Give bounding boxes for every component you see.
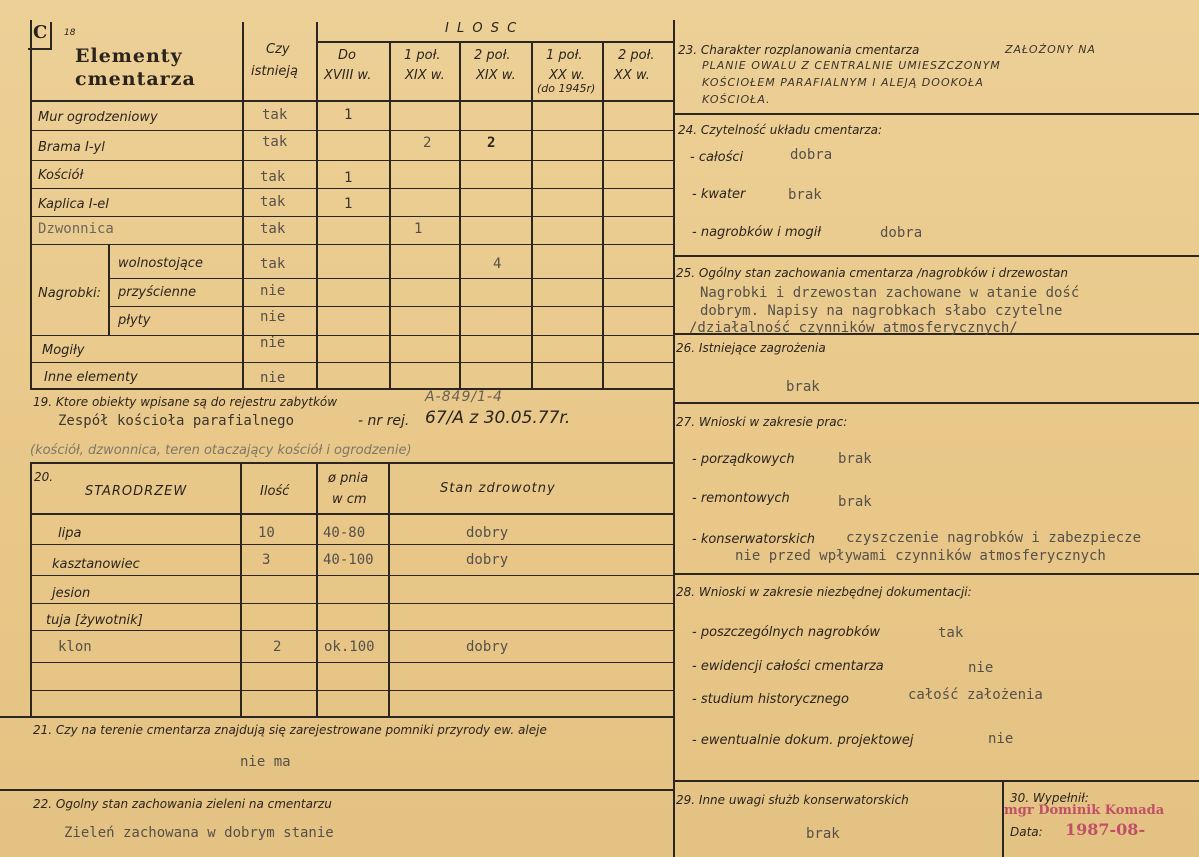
q20-col-header: Stan zdrowotny: [440, 481, 556, 496]
q30-label: 30. Wypełnił:: [1010, 791, 1089, 805]
divider: [240, 462, 242, 718]
divider: [30, 388, 673, 390]
divider: [389, 42, 391, 388]
date-label: Data:: [1010, 825, 1043, 839]
tree-state: dobry: [466, 525, 509, 541]
tree-count: 3: [262, 552, 271, 568]
nagrobki-exists: nie: [260, 309, 286, 325]
divider: [108, 278, 673, 279]
q23-answer-3: KOŚCIOŁEM PARAFIALNYM I ALEJĄ DOOKOŁA: [702, 76, 984, 89]
q25-line: Nagrobki i drzewostan zachowane w atanie dość: [700, 285, 1080, 301]
col-header: (do 1945r): [537, 82, 596, 95]
q19-nr-rej-label: - nr rej.: [358, 413, 410, 429]
tree-count: 2: [273, 639, 282, 655]
element-count: 2: [423, 135, 432, 151]
q28-item-value: nie: [968, 660, 994, 676]
tree-name: klon: [58, 639, 92, 655]
nagrobki-label: Nagrobki:: [38, 286, 102, 301]
q24-item-label: - kwater: [692, 187, 746, 202]
divider: [30, 130, 673, 131]
ilosc-header: I L O S C: [445, 21, 519, 36]
q29-label: 29. Inne uwagi służb konserwatorskich: [676, 793, 909, 807]
element-label: Mur ogrodzeniowy: [38, 110, 158, 125]
divider: [30, 513, 673, 515]
q21-label: 21. Czy na terenie cmentarza znajdują się zarejestrowane pomniki przyrody ew. aleje: [33, 723, 547, 737]
q23-answer-4: KOŚCIOŁA.: [702, 93, 771, 106]
q24-item-value: brak: [788, 187, 822, 203]
q27-item-label: - remontowych: [692, 491, 790, 506]
q20-col-header: STARODRZEW: [85, 484, 188, 499]
nagrobki-row-label: przyścienne: [118, 285, 197, 300]
q22-answer: Zieleń zachowana w dobrym stanie: [64, 825, 334, 841]
inne-label: Inne elementy: [44, 370, 138, 385]
tree-count: 10: [258, 525, 275, 541]
element-exists: tak: [260, 194, 286, 210]
tree-name: lipa: [58, 526, 82, 541]
element-label: Brama I-yl: [38, 140, 105, 155]
q28-item-label: - poszczególnych nagrobków: [692, 625, 880, 640]
q27-item-value-cont: nie przed wpływami czynników atmosferycznych: [735, 548, 1106, 564]
divider: [673, 113, 1199, 115]
q25-label: 25. Ogólny stan zachowania cmentarza /nagrobków i drzewostan: [676, 266, 1068, 280]
element-exists: tak: [260, 221, 286, 237]
divider: [30, 20, 32, 388]
q21-answer: nie ma: [240, 754, 291, 770]
divider: [30, 544, 673, 545]
q23-answer-2: PLANIE OWALU Z CENTRALNIE UMIESZCZONYM: [702, 59, 1001, 72]
col-header: XVIII w.: [324, 68, 372, 83]
q24-item-label: - całości: [690, 150, 744, 165]
q26-answer: brak: [786, 379, 820, 395]
divider: [108, 306, 673, 307]
tree-name: jesion: [52, 586, 91, 601]
divider: [30, 462, 673, 464]
col-header: XX w.: [614, 68, 650, 83]
col-header: XX w.: [549, 68, 585, 83]
q20-col-header: ø pnia: [328, 471, 369, 486]
tree-diam: 40-100: [323, 552, 374, 568]
czy-header-1: Czy: [266, 42, 290, 57]
czy-header-2: istnieją: [251, 64, 298, 79]
element-count: 1: [344, 196, 353, 212]
title-line2: cmentarza: [75, 68, 196, 90]
divider: [30, 690, 673, 691]
divider: [0, 789, 673, 791]
q22-label: 22. Ogolny stan zachowania zieleni na cmentarzu: [33, 797, 332, 811]
q20-col-header: Ilość: [260, 484, 290, 499]
element-count: 1: [344, 170, 353, 186]
divider: [30, 662, 673, 663]
divider: [108, 244, 110, 336]
element-count: 1: [414, 221, 423, 237]
col-header: 2 poł.: [618, 48, 655, 63]
title-line1: Elementy: [75, 45, 183, 67]
divider: [673, 20, 675, 857]
q24-item-label: - nagrobków i mogił: [692, 225, 822, 240]
q19-label: 19. Ktore obiekty wpisane są do rejestru zabytków: [33, 395, 338, 409]
q23-answer-1: ZAŁOŻONY NA: [1005, 43, 1096, 56]
divider: [30, 575, 673, 576]
q27-item-label: - porządkowych: [692, 452, 795, 467]
divider: [602, 42, 604, 388]
q28-item-label: - ewidencji całości cmentarza: [692, 659, 884, 674]
col-header: XIX w.: [476, 68, 516, 83]
divider: [30, 603, 673, 604]
nagrobki-exists: nie: [260, 283, 286, 299]
q26-label: 26. Istniejące zagrożenia: [676, 341, 826, 355]
divider: [30, 362, 673, 363]
c-letter: C: [33, 22, 48, 43]
divider: [673, 402, 1199, 404]
divider: [30, 630, 673, 631]
q19-line3: (kościół, dzwonnica, teren otaczający kościół i ogrodzenie): [30, 443, 412, 458]
nagrobki-count: 4: [493, 256, 502, 272]
q27-item-value: brak: [838, 451, 872, 467]
q28-item-label: - ewentualnie dokum. projektowej: [692, 733, 914, 748]
divider: [242, 22, 244, 388]
tree-diam: 40-80: [323, 525, 366, 541]
element-label: Kaplica I-el: [38, 197, 109, 212]
divider: [316, 462, 318, 718]
element-exists: tak: [260, 169, 286, 185]
q27-label: 27. Wnioski w zakresie prac:: [676, 415, 848, 429]
tree-diam: ok.100: [324, 639, 375, 655]
divider: [673, 780, 1199, 782]
divider: [0, 716, 673, 718]
q27-item-label: - konserwatorskich: [692, 532, 815, 547]
element-count: 1: [344, 107, 353, 123]
nagrobki-row-label: wolnostojące: [118, 256, 203, 271]
divider: [1002, 780, 1004, 857]
element-label: Kościół: [38, 168, 84, 183]
date-stamp: 1987-08-: [1065, 820, 1146, 839]
divider: [316, 41, 673, 43]
element-exists: tak: [262, 107, 288, 123]
divider: [673, 573, 1199, 575]
col-header: XIX w.: [405, 68, 445, 83]
divider: [531, 42, 533, 388]
col-header: 1 poł.: [546, 48, 583, 63]
divider: [30, 216, 673, 217]
q23-label: 23. Charakter rozplanowania cmentarza: [678, 43, 920, 57]
col-header: 1 poł.: [404, 48, 441, 63]
inne-exists: nie: [260, 370, 286, 386]
divider: [30, 335, 673, 336]
mogily-exists: nie: [260, 335, 286, 351]
col-header: 2 poł.: [474, 48, 511, 63]
nagrobki-row-label: płyty: [118, 313, 151, 328]
q28-item-value: tak: [938, 625, 964, 641]
divider: [30, 100, 673, 102]
divider: [30, 244, 673, 245]
divider: [459, 42, 461, 388]
tree-name: kasztanowiec: [52, 557, 140, 572]
divider: [316, 22, 318, 388]
tree-state: dobry: [466, 639, 509, 655]
divider: [673, 255, 1199, 257]
divider: [30, 160, 673, 161]
nagrobki-exists: tak: [260, 256, 286, 272]
divider: [388, 462, 390, 718]
tree-state: dobry: [466, 552, 509, 568]
q24-item-value: dobra: [790, 147, 833, 163]
tree-name: tuja [żywotnik]: [46, 613, 143, 628]
q27-item-value: brak: [838, 494, 872, 510]
filled-by-stamp: mgr Dominik Komada: [1004, 803, 1165, 818]
element-label: Dzwonnica: [38, 221, 114, 237]
element-count: 2: [487, 135, 496, 151]
q28-item-value: całość założenia: [908, 687, 1043, 703]
q28-label: 28. Wnioski w zakresie niezbędnej dokumentacji:: [676, 585, 972, 599]
q19-line2: Zespół kościoła parafialnego: [58, 413, 295, 429]
q25-line: /działalność czynników atmosferycznych/: [689, 320, 1018, 336]
q29-answer: brak: [806, 826, 840, 842]
divider: [30, 188, 673, 189]
mogily-label: Mogiły: [42, 343, 85, 358]
element-exists: tak: [262, 134, 288, 150]
q28-item-label: - studium historycznego: [692, 692, 849, 707]
c-number: 18: [64, 28, 76, 38]
q27-item-value: czyszczenie nagrobków i zabezpiecze: [846, 530, 1142, 546]
q24-label: 24. Czytelność układu cmentarza:: [678, 123, 883, 137]
q19-handwritten-ref: A-849/1-4: [425, 389, 503, 405]
q25-line: dobrym. Napisy na nagrobkach słabo czytelne: [700, 303, 1063, 319]
divider: [30, 462, 32, 718]
q20-number: 20.: [34, 470, 54, 484]
q28-item-value: nie: [988, 731, 1014, 747]
col-header: Do: [338, 48, 356, 63]
q19-nr-rej-value: 67/A z 30.05.77r.: [425, 408, 571, 428]
q24-item-value: dobra: [880, 225, 923, 241]
q20-col-header: w cm: [332, 492, 367, 507]
